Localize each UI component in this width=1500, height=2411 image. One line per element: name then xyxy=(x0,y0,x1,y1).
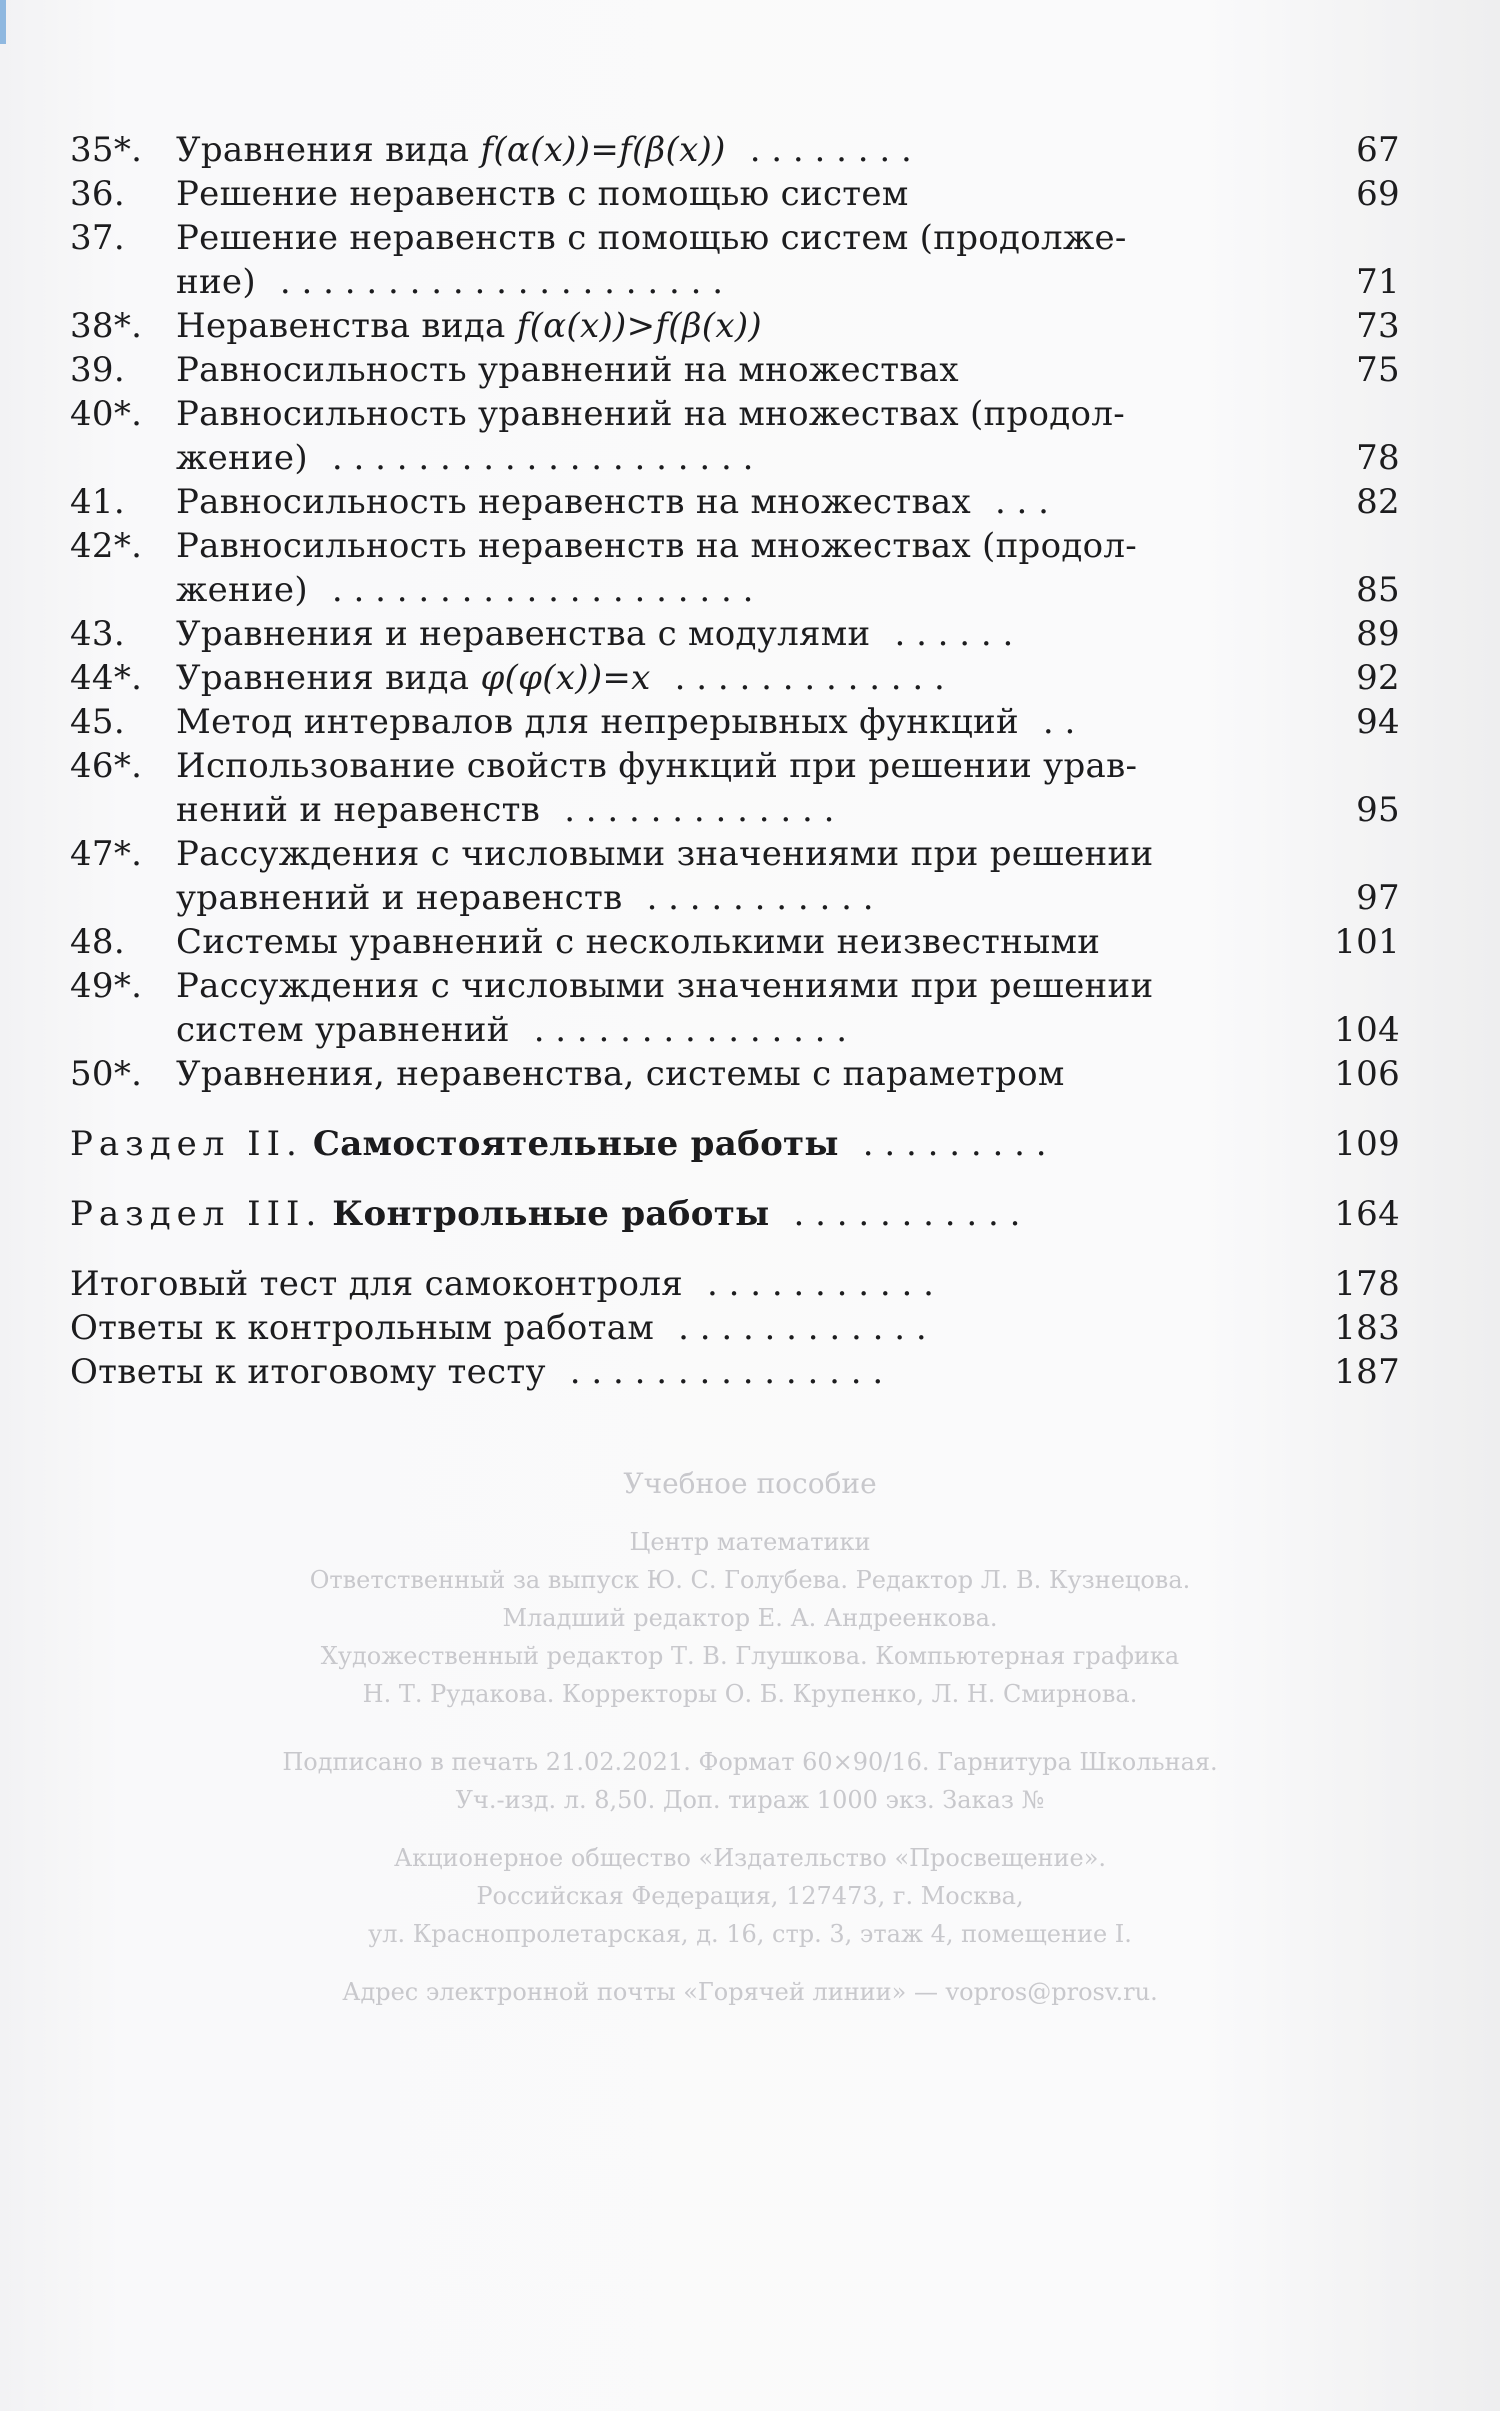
toc-entry-number: 42*. xyxy=(70,526,143,566)
toc-entry-number: 50*. xyxy=(70,1054,143,1094)
toc-line xyxy=(0,656,1500,700)
toc-entry-title xyxy=(176,524,1320,568)
toc-entry-number: 48. xyxy=(70,922,125,962)
appendix-page-number: 183 xyxy=(1334,1308,1400,1348)
leader-dots: . . . . . . . . . . . . . . . . . . . . xyxy=(331,570,754,610)
toc-title-text: жение) xyxy=(176,438,308,478)
leader-dots: . . . . . . . . . . . . . xyxy=(674,658,945,698)
toc-title-text: уравнений и неравенств xyxy=(176,878,623,918)
toc-entry-title xyxy=(176,656,1320,700)
leader-dots: . . . . . . . . . . . . . xyxy=(564,790,835,830)
toc-entry-title xyxy=(176,920,1320,964)
imprint-faded xyxy=(0,1465,1500,2011)
toc-entry-title-continued xyxy=(176,260,1320,304)
imprint-line: Акционерное общество «Издательство «Просвещение». xyxy=(393,1844,1107,1872)
toc-page-number: 89 xyxy=(1356,614,1400,654)
toc-title-formula: f(α(x))>f(β(x)) xyxy=(516,306,762,346)
toc-title-text: Уравнения вида xyxy=(176,658,481,698)
imprint-line: Российская Федерация, 127473, г. Москва, xyxy=(476,1882,1024,1910)
toc-title-text: Уравнения и неравенства с модулями xyxy=(176,614,871,654)
toc-line xyxy=(0,1350,1500,1394)
imprint-line: Адрес электронной почты «Горячей линии» — vopros@prosv.ru. xyxy=(342,1978,1158,2006)
toc-line xyxy=(0,1122,1500,1166)
toc-page-number: 92 xyxy=(1356,658,1400,698)
toc-entry-number: 41. xyxy=(70,482,125,522)
toc-line xyxy=(0,1008,1500,1052)
toc-line xyxy=(0,1262,1500,1306)
toc-entry-number: 43. xyxy=(70,614,125,654)
toc-page-number: 67 xyxy=(1356,130,1400,170)
toc-page-number: 106 xyxy=(1334,1054,1400,1094)
toc-title-text: Рассуждения с числовыми значениями при решении xyxy=(176,834,1154,874)
toc-title-text: Уравнения вида xyxy=(176,130,481,170)
toc-title-text: нений и неравенств xyxy=(176,790,541,830)
section-page-number: 164 xyxy=(1334,1194,1400,1234)
imprint-line: Подписано в печать 21.02.2021. Формат 60×90/16. Гарнитура Школьная. xyxy=(282,1748,1218,1776)
toc-entry-title xyxy=(176,216,1320,260)
toc-title-text: Метод интервалов для непрерывных функций xyxy=(176,702,1019,742)
toc-title-text: Равносильность неравенств на множествах xyxy=(176,482,971,522)
toc-title-text: ние) xyxy=(176,262,256,302)
leader-dots: . . . . . . . . . . . xyxy=(793,1194,1021,1234)
toc-title-text: Равносильность уравнений на множествах xyxy=(176,350,959,390)
toc-entry-title-continued xyxy=(176,568,1320,612)
toc-page-number: 94 xyxy=(1356,702,1400,742)
toc-line xyxy=(0,1192,1500,1236)
toc-entry-title xyxy=(176,348,1320,392)
toc-page-number: 104 xyxy=(1334,1010,1400,1050)
toc-line xyxy=(0,524,1500,568)
section-prefix: Раздел III. xyxy=(70,1194,323,1234)
toc-entry-title-continued xyxy=(176,1008,1320,1052)
toc-page-number: 101 xyxy=(1334,922,1400,962)
toc-line xyxy=(0,568,1500,612)
toc-entry-number: 36. xyxy=(70,174,125,214)
section-title xyxy=(70,1122,1320,1166)
toc-title-text: Равносильность уравнений на множествах (продол- xyxy=(176,394,1125,434)
toc-line xyxy=(0,788,1500,832)
toc-page-number: 97 xyxy=(1356,878,1400,918)
toc-entry-title-continued xyxy=(176,436,1320,480)
imprint-line: Н. Т. Рудакова. Корректоры О. Б. Крупенко, Л. Н. Смирнова. xyxy=(362,1680,1138,1708)
toc-title-text: Решение неравенств с помощью систем xyxy=(176,174,909,214)
leader-dots: . . . xyxy=(994,482,1049,522)
toc-entry-title xyxy=(176,744,1320,788)
toc-title-text: Решение неравенств с помощью систем (продолже- xyxy=(176,218,1127,258)
imprint-line: Уч.-изд. л. 8,50. Доп. тираж 1000 экз. Заказ № xyxy=(455,1786,1045,1814)
toc-line xyxy=(0,744,1500,788)
toc-entry-number: 49*. xyxy=(70,966,143,1006)
appendix-title-text: Итоговый тест для самоконтроля xyxy=(70,1264,683,1304)
leader-dots: . . . . . . xyxy=(894,614,1014,654)
appendix-title xyxy=(70,1350,1320,1394)
toc-entry-number: 38*. xyxy=(70,306,143,346)
toc-entry-title-continued xyxy=(176,876,1320,920)
toc-line xyxy=(0,1052,1500,1096)
leader-dots: . . . . . . . . . . . . xyxy=(678,1308,927,1348)
toc-page-number: 73 xyxy=(1356,306,1400,346)
toc-title-text: Использование свойств функций при решении урав- xyxy=(176,746,1138,786)
toc-line xyxy=(0,1306,1500,1350)
toc-line xyxy=(0,172,1500,216)
toc-line xyxy=(0,920,1500,964)
toc-line xyxy=(0,128,1500,172)
appendix-title xyxy=(70,1306,1320,1350)
toc-line xyxy=(0,832,1500,876)
toc-line xyxy=(0,216,1500,260)
section-page-number: 109 xyxy=(1334,1124,1400,1164)
corner-mark xyxy=(0,0,6,44)
toc-entry-number: 35*. xyxy=(70,130,143,170)
leader-dots: . . . . . . . . . xyxy=(862,1124,1047,1164)
toc-entry-title-continued xyxy=(176,788,1320,832)
imprint-line: Ответственный за выпуск Ю. С. Голубева. Редактор Л. В. Кузнецова. xyxy=(309,1566,1191,1594)
toc-entry-number: 44*. xyxy=(70,658,143,698)
toc-entry-title xyxy=(176,304,1320,348)
toc-entry-number: 45. xyxy=(70,702,125,742)
leader-dots: . . . . . . . . . . . . . . . xyxy=(569,1352,884,1392)
toc-page-number: 78 xyxy=(1356,438,1400,478)
toc-entry-title xyxy=(176,172,1320,216)
toc-line xyxy=(0,260,1500,304)
leader-dots: . . . . . . . . . . . xyxy=(646,878,874,918)
leader-dots: . . . . . . . . . . . xyxy=(706,1264,934,1304)
toc-title-text: Системы уравнений с несколькими неизвестными xyxy=(176,922,1101,962)
imprint-line: Младший редактор Е. А. Андреенкова. xyxy=(502,1604,998,1632)
appendix-page-number: 187 xyxy=(1334,1352,1400,1392)
toc-line xyxy=(0,392,1500,436)
imprint-line: Учебное пособие xyxy=(623,1467,877,1500)
toc-entry-title xyxy=(176,700,1320,744)
toc-entry-number: 40*. xyxy=(70,394,143,434)
toc-title-text: Равносильность неравенств на множествах (продол- xyxy=(176,526,1138,566)
toc-entry-number: 46*. xyxy=(70,746,143,786)
section-name: Самостоятельные работы xyxy=(312,1124,839,1164)
toc-entry-title xyxy=(176,964,1320,1008)
toc-title-text: систем уравнений xyxy=(176,1010,510,1050)
toc-page-number: 95 xyxy=(1356,790,1400,830)
toc-line xyxy=(0,612,1500,656)
section-title xyxy=(70,1192,1320,1236)
toc-title-formula: φ(φ(x))=x xyxy=(480,658,651,698)
toc-line xyxy=(0,436,1500,480)
toc-entry-title xyxy=(176,392,1320,436)
toc-page-number: 85 xyxy=(1356,570,1400,610)
appendix-page-number: 178 xyxy=(1334,1264,1400,1304)
leader-dots: . . . . . . . . . . . . . . . . . . . . . xyxy=(279,262,724,302)
appendix-title xyxy=(70,1262,1320,1306)
section-name: Контрольные работы xyxy=(332,1194,770,1234)
appendix-title-text: Ответы к итоговому тесту xyxy=(70,1352,546,1392)
toc-line xyxy=(0,348,1500,392)
imprint-line: ул. Краснопролетарская, д. 16, стр. 3, этаж 4, помещение I. xyxy=(368,1920,1132,1948)
toc-entry-number: 47*. xyxy=(70,834,143,874)
section-prefix: Раздел II. xyxy=(70,1124,303,1164)
toc-entry-title xyxy=(176,1052,1320,1096)
toc-entry-number: 39. xyxy=(70,350,125,390)
toc-page-number: 82 xyxy=(1356,482,1400,522)
toc-entry-title xyxy=(176,612,1320,656)
toc-line xyxy=(0,700,1500,744)
leader-dots: . . . . . . . . xyxy=(749,130,912,170)
toc-line xyxy=(0,964,1500,1008)
appendix-title-text: Ответы к контрольным работам xyxy=(70,1308,655,1348)
leader-dots: . . . . . . . . . . . . . . . xyxy=(533,1010,848,1050)
toc-title-text: Уравнения, неравенства, системы с параметром xyxy=(176,1054,1065,1094)
imprint-line: Художественный редактор Т. В. Глушкова. Компьютерная графика xyxy=(320,1642,1180,1670)
toc-page-number: 69 xyxy=(1356,174,1400,214)
imprint-line: Центр математики xyxy=(629,1528,871,1556)
toc-page-number: 71 xyxy=(1356,262,1400,302)
toc-entry-number: 37. xyxy=(70,218,125,258)
toc-entry-title xyxy=(176,128,1320,172)
toc-title-text: Рассуждения с числовыми значениями при решении xyxy=(176,966,1154,1006)
leader-dots: . . . . . . . . . . . . . . . . . . . . xyxy=(331,438,754,478)
toc-title-text: жение) xyxy=(176,570,308,610)
toc-entry-title xyxy=(176,832,1320,876)
toc-line xyxy=(0,876,1500,920)
toc-title-formula: f(α(x))=f(β(x)) xyxy=(480,130,726,170)
toc-line xyxy=(0,480,1500,524)
toc-line xyxy=(0,304,1500,348)
leader-dots: . . xyxy=(1042,702,1076,742)
toc-page-number: 75 xyxy=(1356,350,1400,390)
toc-entry-title xyxy=(176,480,1320,524)
toc-title-text: Неравенства вида xyxy=(176,306,517,346)
